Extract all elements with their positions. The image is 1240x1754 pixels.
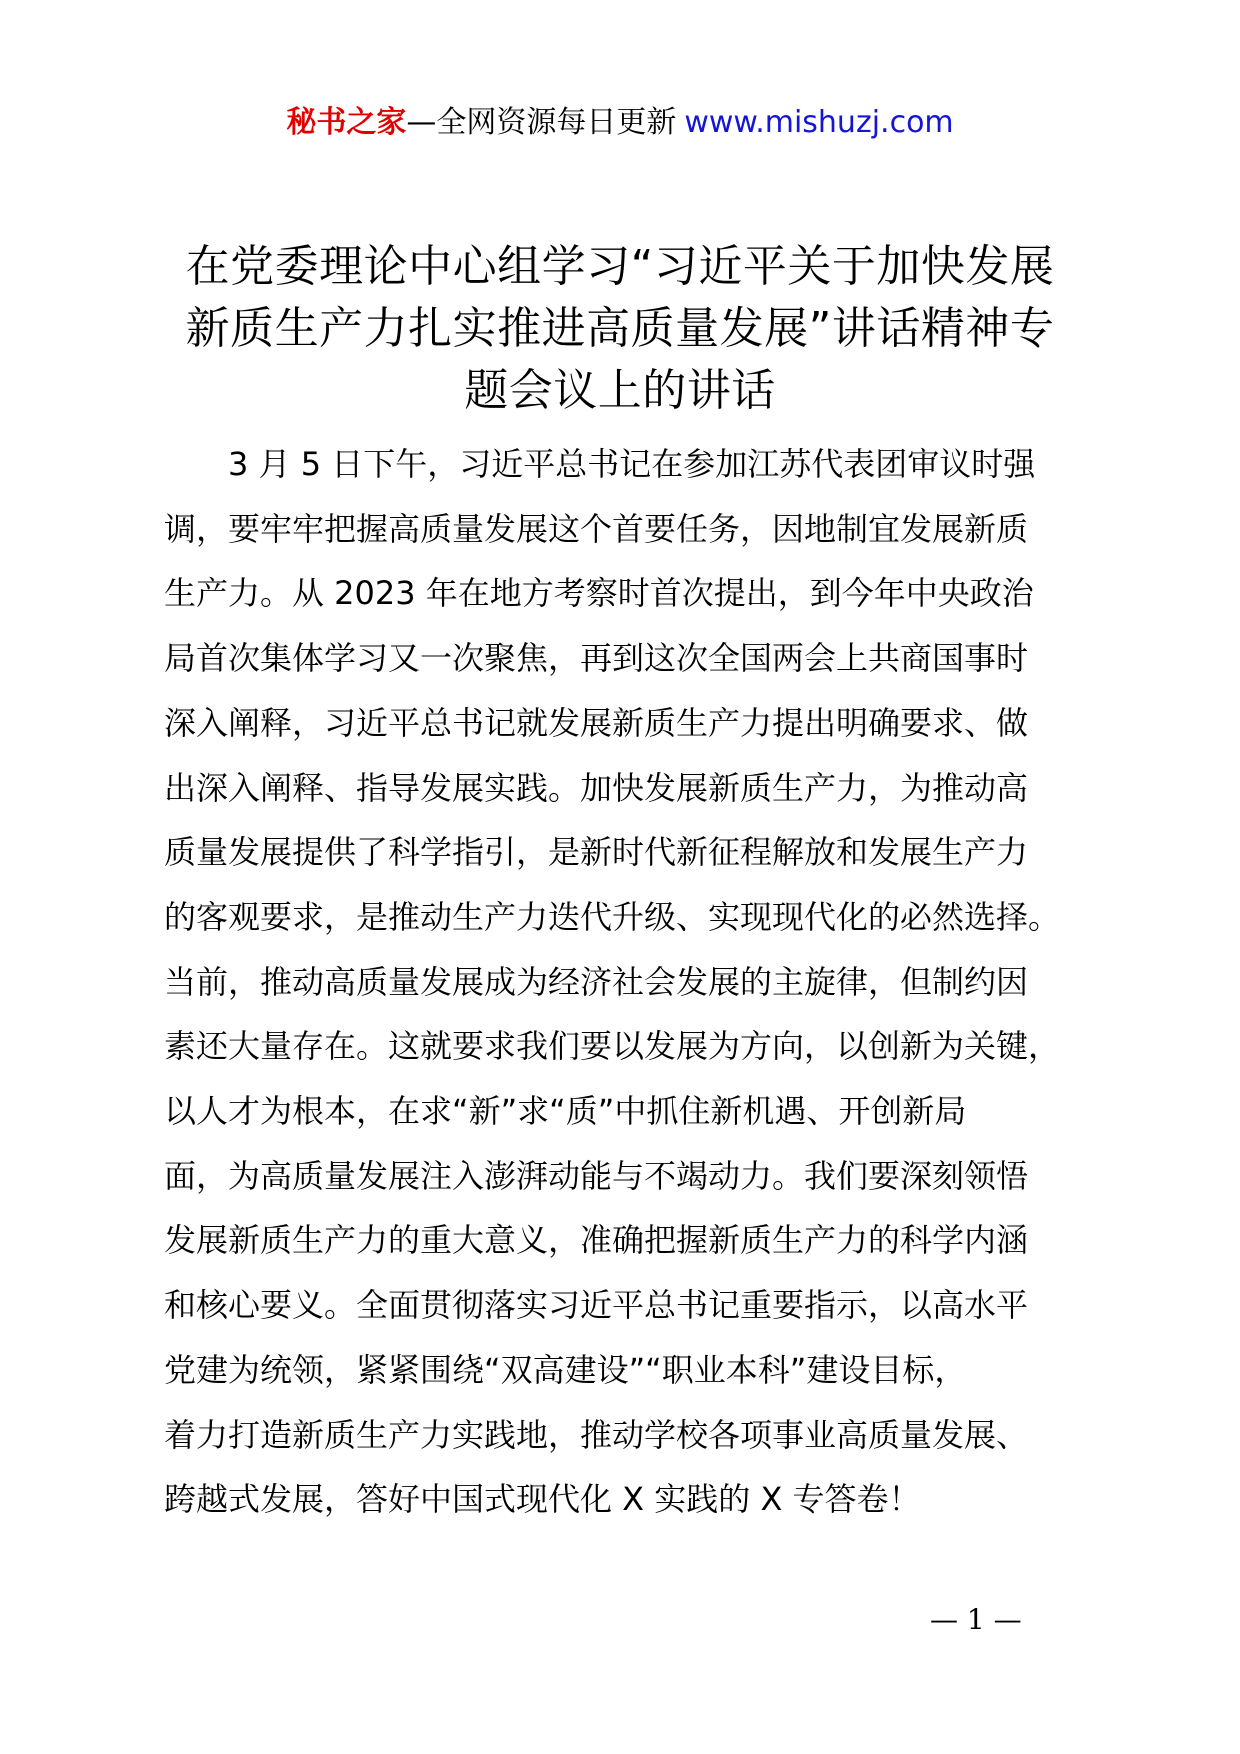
body-line: 质量发展提供了科学指引，是新时代新征程解放和发展生产力 <box>164 833 1029 872</box>
body-line: 面，为高质量发展注入澎湃动能与不竭动力。我们要深刻领悟 <box>164 1156 1029 1195</box>
site-url-link[interactable]: www.mishuzj.com <box>684 105 954 140</box>
body-line: 的客观要求，是推动生产力迭代升级、实现现代化的必然选择。 <box>164 897 1061 936</box>
body-line: 发展新质生产力的重大意义，准确把握新质生产力的科学内涵 <box>164 1221 1029 1260</box>
title-line: 题会议上的讲话 <box>464 365 776 416</box>
page-number: — 1 — <box>930 1603 1022 1636</box>
title-line: 在党委理论中心组学习“习近平关于加快发展 <box>185 241 1055 292</box>
document-title <box>164 236 1076 422</box>
body-line: 素还大量存在。这就要求我们要以发展为方向，以创新为关键， <box>164 1027 1061 1066</box>
body-line: 调，要牢牢把握高质量发展这个首要任务，因地制宜发展新质 <box>164 509 1029 548</box>
body-line: 出深入阐释、指导发展实践。加快发展新质生产力，为推动高 <box>164 768 1029 807</box>
body-line: 3 月 5 日下午，习近平总书记在参加江苏代表团审议时强 <box>164 445 1036 483</box>
title-line: 新质生产力扎实推进高质量发展”讲话精神专 <box>185 303 1055 354</box>
body-line: 党建为统领，紧紧围绕“双高建设”“职业本科”建设目标， <box>164 1350 967 1389</box>
site-brand: 秘书之家 <box>286 105 407 140</box>
body-line: 和核心要义。全面贯彻落实习近平总书记重要指示，以高水平 <box>164 1286 1029 1325</box>
body-line: 着力打造新质生产力实践地，推动学校各项事业高质量发展、 <box>164 1415 1029 1454</box>
body-line: 深入阐释，习近平总书记就发展新质生产力提出明确要求、做 <box>164 703 1029 742</box>
body-line: 跨越式发展，答好中国式现代化 X 实践的 X 专答卷！ <box>164 1480 921 1519</box>
body-line: 以人才为根本，在求“新”求“质”中抓住新机遇、开创新局 <box>164 1092 967 1131</box>
site-header <box>0 98 1240 148</box>
body-line: 生产力。从 2023 年在地方考察时首次提出，到今年中央政治 <box>164 574 1034 613</box>
body-line: 局首次集体学习又一次聚焦，再到这次全国两会上共商国事时 <box>164 639 1029 678</box>
body-line: 当前，推动高质量发展成为经济社会发展的主旋律，但制约因 <box>164 962 1029 1001</box>
site-slogan: —全网资源每日更新 <box>406 105 677 140</box>
document-body <box>164 432 1104 1532</box>
